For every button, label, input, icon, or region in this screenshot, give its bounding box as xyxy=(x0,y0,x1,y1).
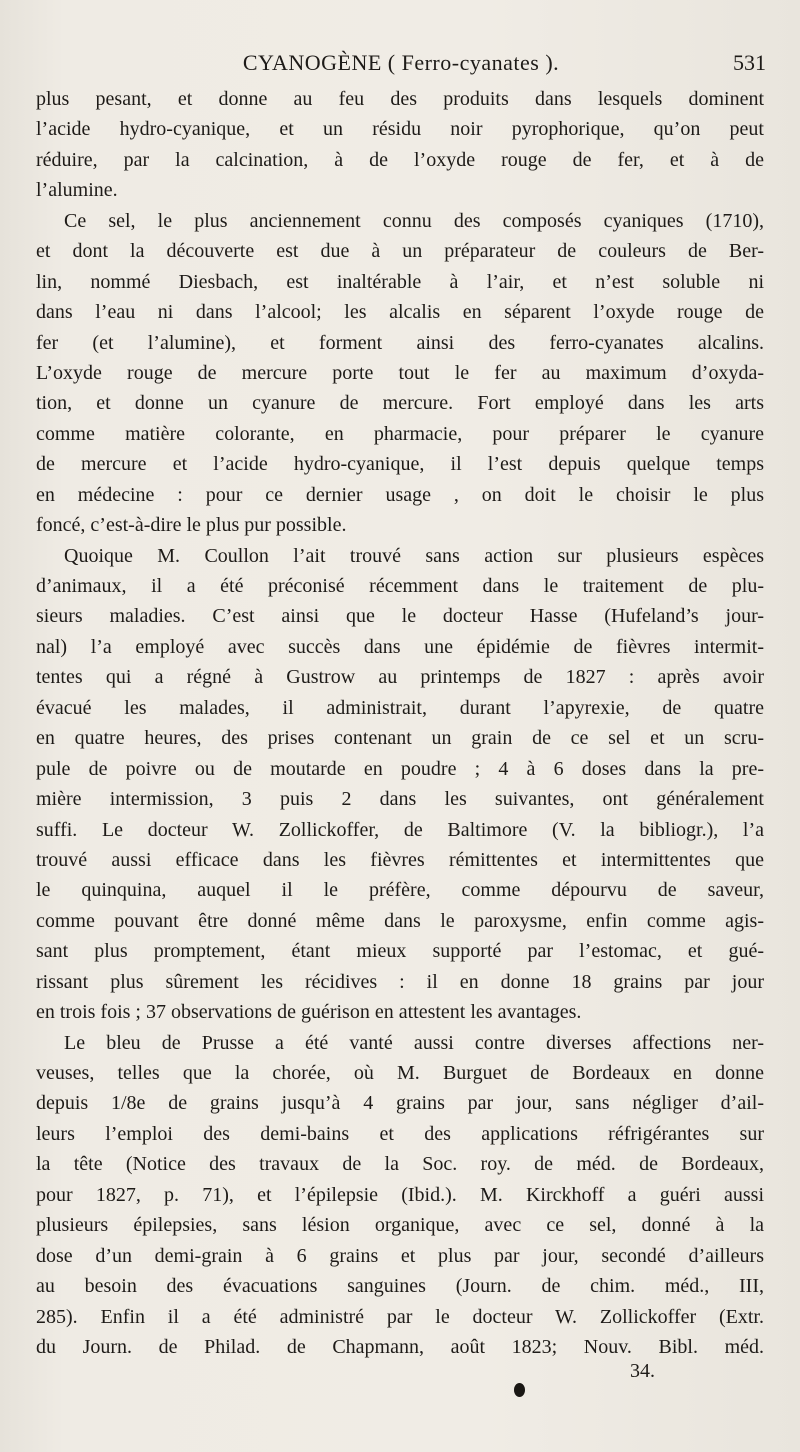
text-line: du Journ. de Philad. de Chapmann, août 1823; Nouv. Bibl. méd. xyxy=(36,1335,764,1358)
text-line: leurs l’emploi des demi-bains et des applications réfrigérantes sur xyxy=(36,1122,764,1145)
text-line: lin, nommé Diesbach, est inaltérable à l’air, et n’est soluble ni xyxy=(36,270,764,293)
text-line: et dont la découverte est due à un préparateur de couleurs de Ber- xyxy=(36,240,764,263)
text-line: d’animaux, il a été préconisé récemment dans le traitement de plu- xyxy=(36,575,764,597)
text-line: sant plus promptement, étant mieux supporté par l’estomac, et gué- xyxy=(36,940,764,963)
text-line: Ce sel, le plus anciennement connu des composés cyaniques (1710), xyxy=(64,209,764,232)
text-line: pour 1827, p. 71), et l’épilepsie (Ibid.). M. Kirckhoff a guéri aussi xyxy=(36,1183,764,1206)
text-line: Quoique M. Coullon l’ait trouvé sans action sur plusieurs espèces xyxy=(64,544,764,567)
text-line: dose d’un demi-grain à 6 grains et plus par jour, secondé d’ailleurs xyxy=(36,1244,764,1267)
text-line: tion, et donne un cyanure de mercure. Fort employé dans les arts xyxy=(36,392,764,415)
text-line: nal) l’a employé avec succès dans une épidémie de fièvres intermit- xyxy=(36,635,764,658)
running-title: CYANOGÈNE ( Ferro-cyanates ). xyxy=(242,50,560,75)
text-line: sieurs maladies. C’est ainsi que le docteur Hasse (Hufeland’s jour- xyxy=(36,605,764,628)
page-header xyxy=(36,50,766,80)
text-line: trouvé aussi efficace dans les fièvres rémittentes et intermittentes que xyxy=(36,848,764,871)
text-line: plusieurs épilepsies, sans lésion organique, avec ce sel, donné à la xyxy=(36,1214,764,1237)
text-line: comme matière colorante, en pharmacie, pour préparer le cyanure xyxy=(36,422,764,445)
body-text xyxy=(36,84,764,1362)
text-line: fer (et l’alumine), et forment ainsi des ferro-cyanates alcalins. xyxy=(36,331,764,354)
text-line: plus pesant, et donne au feu des produits dans lesquels dominent xyxy=(36,88,764,110)
text-line: foncé, c’est-à-dire le plus pur possible. xyxy=(36,514,347,537)
text-line: depuis 1/8e de grains jusqu’à 4 grains par jour, sans négliger d’ail- xyxy=(36,1092,764,1115)
text-line: réduire, par la calcination, à de l’oxyde rouge de fer, et à de xyxy=(36,148,764,171)
text-line: au besoin des évacuations sanguines (Journ. de chim. méd., III, xyxy=(36,1275,764,1298)
ink-blot xyxy=(514,1383,525,1397)
text-line: 285). Enfin il a été administré par le docteur W. Zollickoffer (Extr. xyxy=(36,1305,764,1328)
text-line: le quinquina, auquel il le préfère, comme dépourvu de saveur, xyxy=(36,879,764,902)
text-line: mière intermission, 3 puis 2 dans les suivantes, ont généralement xyxy=(36,788,764,811)
text-line: la tête (Notice des travaux de la Soc. roy. de méd. de Bordeaux, xyxy=(36,1153,764,1176)
text-line: Le bleu de Prusse a été vanté aussi contre diverses affections ner- xyxy=(64,1031,764,1054)
page-number: 531 xyxy=(733,50,766,75)
text-line: tentes qui a régné à Gustrow au printemps de 1827 : après avoir xyxy=(36,666,764,689)
text-line: rissant plus sûrement les récidives : il en donne 18 grains par jour xyxy=(36,970,764,993)
text-line: en trois fois ; 37 observations de guérison en attestent les avantages. xyxy=(36,1001,582,1024)
text-line: en médecine : pour ce dernier usage , on doit le choisir le plus xyxy=(36,483,764,506)
text-line: évacué les malades, il administrait, durant l’apyrexie, de quatre xyxy=(36,696,764,719)
text-line: L’oxyde rouge de mercure porte tout le fer au maximum d’oxyda- xyxy=(36,361,764,384)
text-line: l’acide hydro-cyanique, et un résidu noir pyrophorique, qu’on peut xyxy=(36,118,764,141)
text-line: dans l’eau ni dans l’alcool; les alcalis en séparent l’oxyde rouge de xyxy=(36,301,764,324)
text-line: comme pouvant être donné même dans le paroxysme, enfin comme agis- xyxy=(36,909,764,932)
text-line: en quatre heures, des prises contenant un grain de ce sel et un scru- xyxy=(36,727,764,750)
text-line: l’alumine. xyxy=(36,179,118,202)
signature-mark: 34. xyxy=(630,1360,655,1382)
text-line: suffi. Le docteur W. Zollickoffer, de Baltimore (V. la bibliogr.), l’a xyxy=(36,818,764,841)
text-line: veuses, telles que la chorée, où M. Burguet de Bordeaux en donne xyxy=(36,1062,764,1084)
text-line: pule de poivre ou de moutarde en poudre ; 4 à 6 doses dans la pre- xyxy=(36,757,764,780)
text-line: de mercure et l’acide hydro-cyanique, il l’est depuis quelque temps xyxy=(36,453,764,476)
